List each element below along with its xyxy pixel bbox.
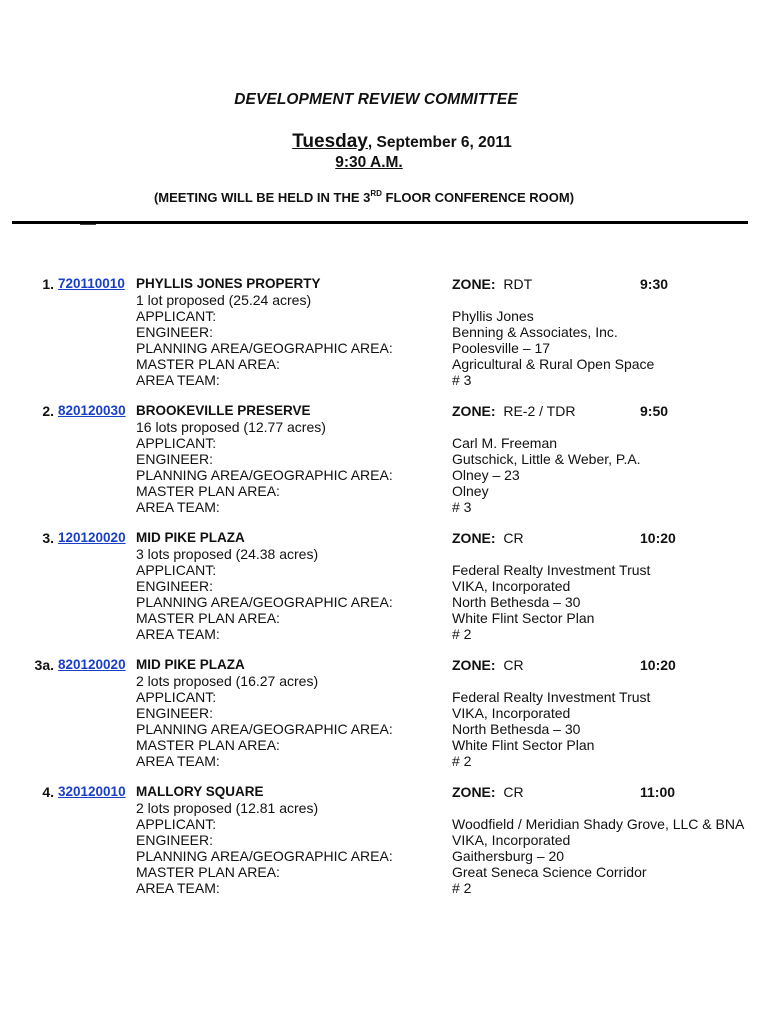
area-team-label: AREA TEAM: [136,753,220,769]
lots-proposed: 16 lots proposed (12.77 acres) [136,419,326,435]
case-number-link[interactable]: 820120030 [58,403,126,418]
meeting-day: Tuesday [292,131,368,152]
meeting-time: 9:30 A.M. [335,154,403,171]
zone-value: RDT [503,276,533,292]
planning-area-label: PLANNING AREA/GEOGRAPHIC AREA: [136,721,393,737]
notice-superscript: RD [370,189,382,198]
area-team-value: # 3 [452,499,472,515]
item-number: 4. [42,784,54,800]
case-number-link[interactable]: 720110010 [58,276,125,291]
item-number: 3a. [34,657,54,673]
zone-label: ZONE: [452,403,496,419]
engineer-value: VIKA, Incorporated [452,705,571,721]
lots-proposed: 2 lots proposed (12.81 acres) [136,800,319,816]
area-team-label: AREA TEAM: [136,626,220,642]
planning-area-value: Gaithersburg – 20 [452,848,565,864]
applicant-label: APPLICANT: [136,689,217,705]
divider-tick [80,224,96,225]
time-slot: 10:20 [640,530,676,546]
planning-area-value: Olney – 23 [452,467,520,483]
time-slot: 9:30 [640,276,669,292]
agenda-item [0,784,768,896]
applicant-value: Federal Realty Investment Trust [452,689,651,705]
time-slot: 9:50 [640,403,669,419]
item-number: 3. [42,530,54,546]
area-team-label: AREA TEAM: [136,499,220,515]
project-name: MALLORY SQUARE [136,784,264,799]
agenda-item [0,530,768,642]
meeting-location-notice [0,189,728,205]
project-name: MID PIKE PLAZA [136,530,245,545]
engineer-label: ENGINEER: [136,324,214,340]
zone-label: ZONE: [452,530,496,546]
project-name: PHYLLIS JONES PROPERTY [136,276,321,291]
master-plan-value: Olney [452,483,489,499]
planning-area-label: PLANNING AREA/GEOGRAPHIC AREA: [136,848,393,864]
zone-label: ZONE: [452,784,496,800]
engineer-label: ENGINEER: [136,578,214,594]
applicant-label: APPLICANT: [136,435,217,451]
item-number: 1. [42,276,54,292]
engineer-label: ENGINEER: [136,451,214,467]
zone-field [452,276,532,292]
engineer-value: Benning & Associates, Inc. [452,324,618,340]
master-plan-value: White Flint Sector Plan [452,610,595,626]
engineer-value: Gutschick, Little & Weber, P.A. [452,451,641,467]
zone-field [452,530,524,546]
area-team-value: # 2 [452,753,472,769]
agenda-item [0,403,768,515]
notice-text-end: FLOOR CONFERENCE ROOM) [381,190,575,205]
lots-proposed: 2 lots proposed (16.27 acres) [136,673,319,689]
zone-value: RE-2 / TDR [503,403,576,419]
time-slot: 11:00 [640,784,676,800]
applicant-value: Phyllis Jones [452,308,534,324]
area-team-value: # 2 [452,880,472,896]
zone-field [452,784,524,800]
planning-area-value: Poolesville – 17 [452,340,551,356]
meeting-date-text: , September 6, 2011 [367,134,512,151]
committee-title: DEVELOPMENT REVIEW COMMITTEE [234,91,518,108]
applicant-label: APPLICANT: [136,816,217,832]
planning-area-label: PLANNING AREA/GEOGRAPHIC AREA: [136,467,393,483]
applicant-value: Carl M. Freeman [452,435,558,451]
engineer-label: ENGINEER: [136,705,214,721]
master-plan-label: MASTER PLAN AREA: [136,610,280,626]
master-plan-value: Great Seneca Science Corridor [452,864,647,880]
lots-proposed: 3 lots proposed (24.38 acres) [136,546,319,562]
case-number-link[interactable]: 820120020 [58,657,126,672]
zone-value: CR [503,530,524,546]
applicant-label: APPLICANT: [136,562,217,578]
master-plan-value: Agricultural & Rural Open Space [452,356,655,372]
area-team-label: AREA TEAM: [136,372,220,388]
applicant-value: Federal Realty Investment Trust [452,562,651,578]
header-divider [12,221,748,224]
zone-label: ZONE: [452,276,496,292]
master-plan-label: MASTER PLAN AREA: [136,864,280,880]
zone-value: CR [503,657,524,673]
engineer-value: VIKA, Incorporated [452,832,571,848]
agenda-item [0,657,768,769]
time-slot: 10:20 [640,657,676,673]
zone-field [452,657,524,673]
planning-area-label: PLANNING AREA/GEOGRAPHIC AREA: [136,594,393,610]
lots-proposed: 1 lot proposed (25.24 acres) [136,292,312,308]
zone-field [452,403,575,419]
project-name: BROOKEVILLE PRESERVE [136,403,311,418]
master-plan-label: MASTER PLAN AREA: [136,356,280,372]
area-team-value: # 3 [452,372,472,388]
engineer-value: VIKA, Incorporated [452,578,571,594]
applicant-value: Woodfield / Meridian Shady Grove, LLC & BNA [452,816,745,832]
agenda-item [0,276,768,388]
master-plan-value: White Flint Sector Plan [452,737,595,753]
case-number-link[interactable]: 120120020 [58,530,126,545]
zone-label: ZONE: [452,657,496,673]
case-number-link[interactable]: 320120010 [58,784,126,799]
engineer-label: ENGINEER: [136,832,214,848]
item-number: 2. [42,403,54,419]
notice-text-start: (MEETING WILL BE HELD IN THE 3 [153,190,371,205]
area-team-value: # 2 [452,626,472,642]
planning-area-value: North Bethesda – 30 [452,594,581,610]
zone-value: CR [503,784,524,800]
applicant-label: APPLICANT: [136,308,217,324]
area-team-label: AREA TEAM: [136,880,220,896]
master-plan-label: MASTER PLAN AREA: [136,483,280,499]
planning-area-value: North Bethesda – 30 [452,721,581,737]
planning-area-label: PLANNING AREA/GEOGRAPHIC AREA: [136,340,393,356]
meeting-date [0,131,768,153]
project-name: MID PIKE PLAZA [136,657,245,672]
master-plan-label: MASTER PLAN AREA: [136,737,280,753]
